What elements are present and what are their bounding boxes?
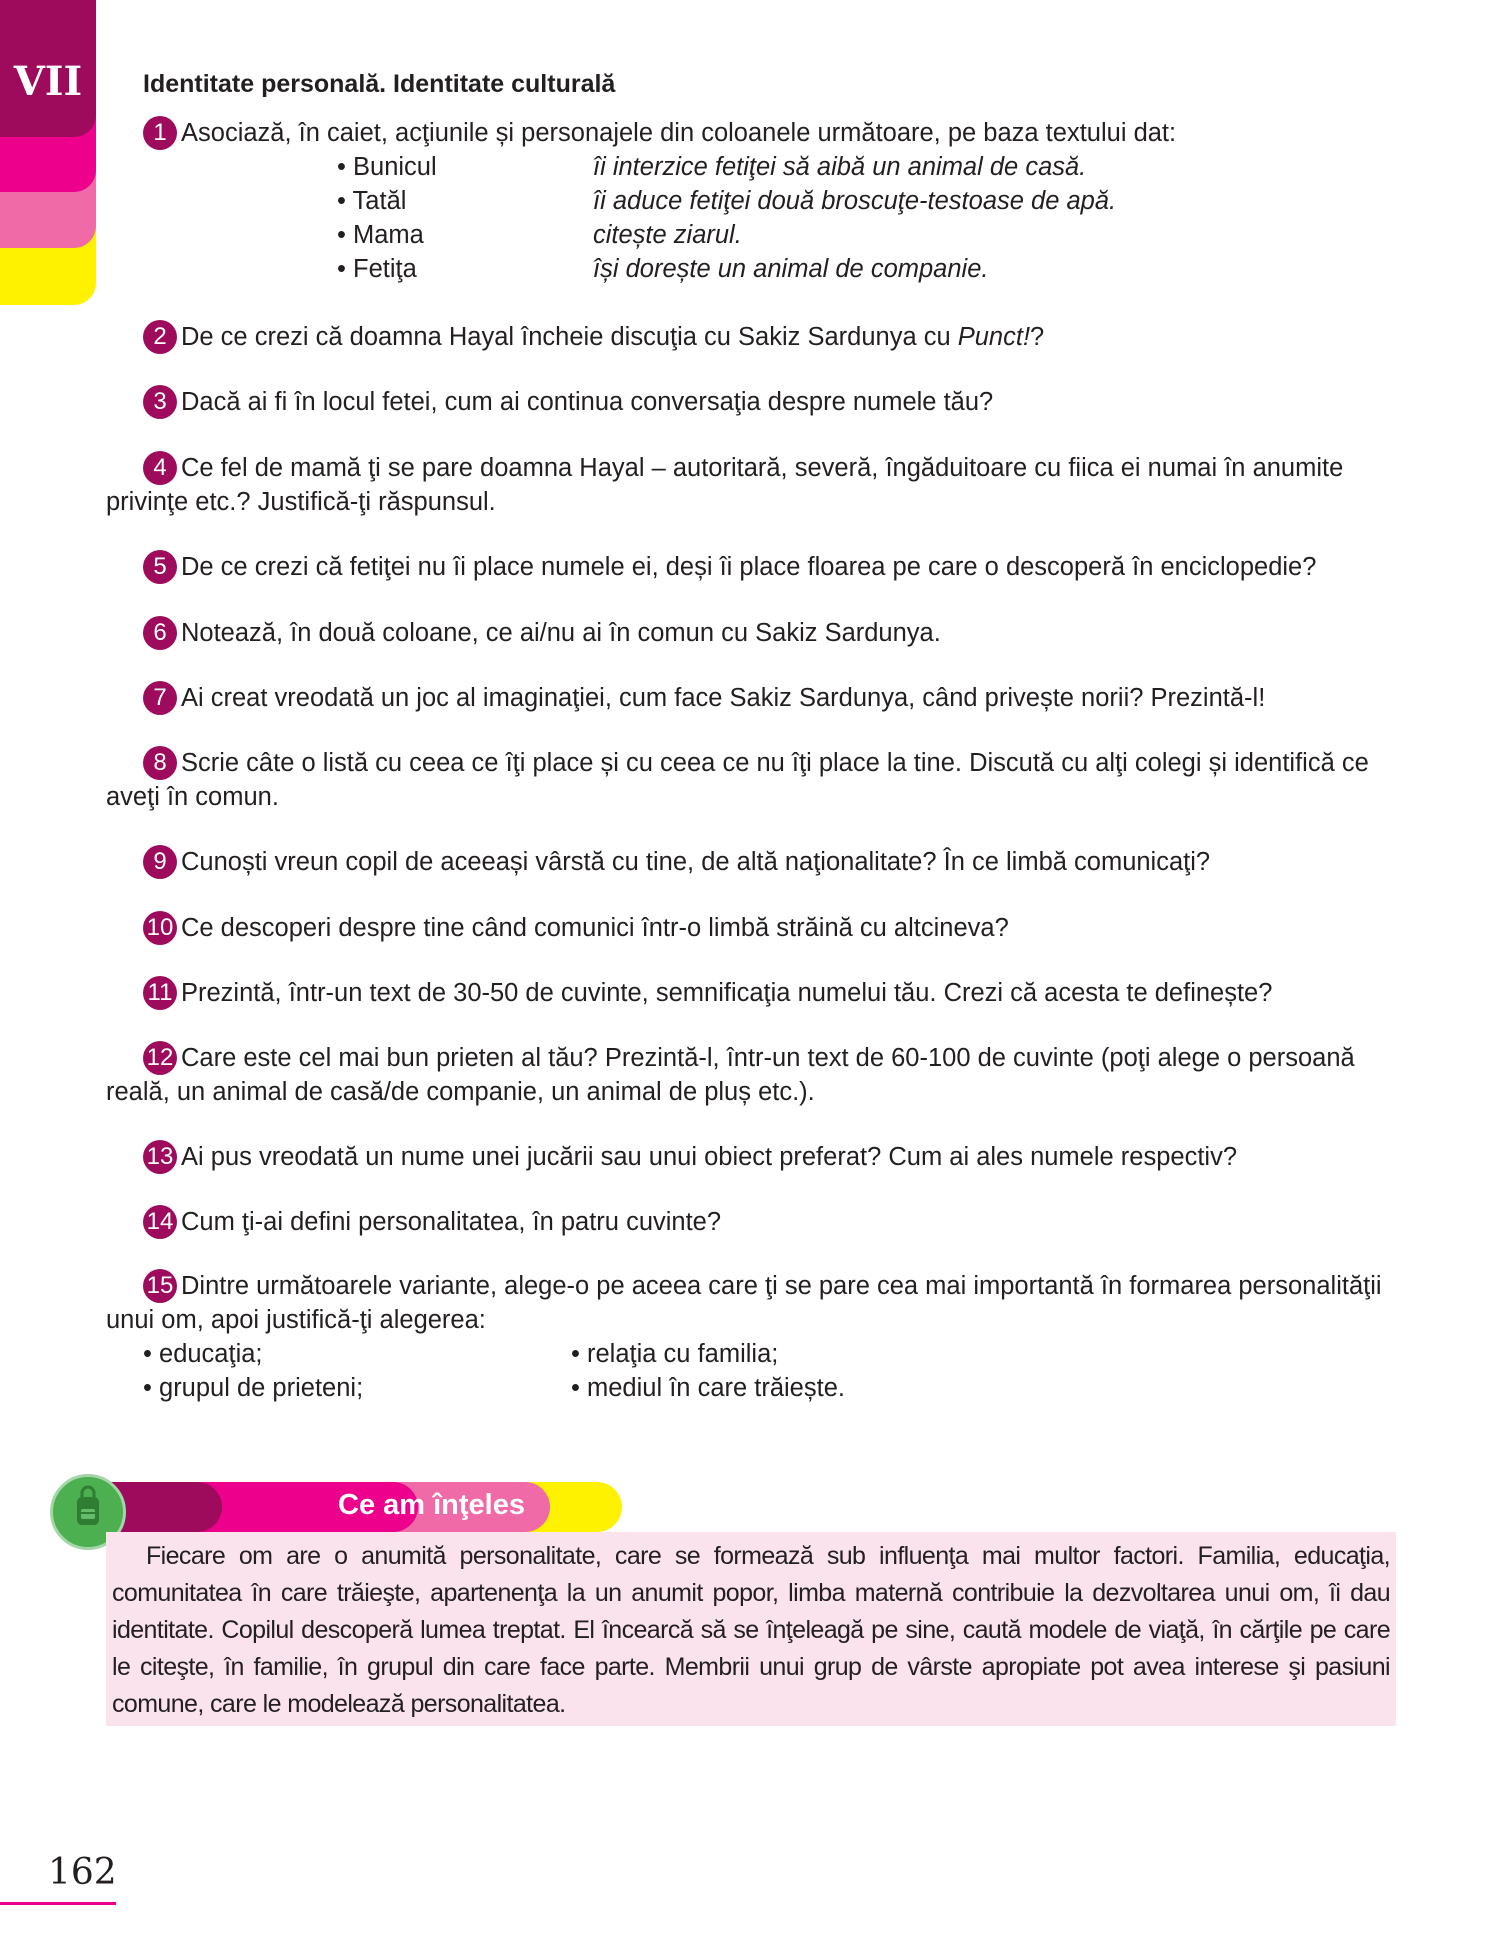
question-6: [106, 616, 1396, 650]
question-2: [106, 320, 1396, 354]
question-15: [106, 1269, 1396, 1337]
summary-text: Fiecare om are o anumită personalitate, care se formează sub influenţa mai multor factori. Familia, educaţia, comunitatea în care trăieşte, apartenenţa la un anumit popor, limba maternă contribuie la dezvoltarea unui om, îi dau identitate. Copilul descoperă lumea treptat. El încearcă să se înţeleagă pe sine, caută modele de viaţă, în cărţile pe care le citeşte, în familie, în grupul din care face parte. Membrii unui grup de vârste apropiate pot avea interese şi pasiuni comune, care le modelează personalitatea.: [112, 1542, 1390, 1718]
character-name: • Mama: [337, 221, 424, 249]
question-13: [106, 1140, 1396, 1174]
question-7: [106, 681, 1396, 715]
question-number: 12: [143, 1041, 177, 1075]
question-number: 3: [143, 385, 177, 419]
question-text: Prezintă, într-un text de 30-50 de cuvinte, semnificaţia numelui tău. Crezi că acesta te definește?: [181, 979, 1273, 1007]
options-list: [143, 1337, 1143, 1405]
question-text: De ce crezi că doamna Hayal încheie discuţia cu Sakiz Sardunya cu: [181, 323, 958, 351]
question-text: Cum ţi-ai defini personalitatea, în patru cuvinte?: [181, 1208, 722, 1236]
question-text: De ce crezi că fetiţei nu îi place numele ei, deși îi place floarea pe care o descoperă în enciclopedie?: [181, 553, 1317, 581]
character-name: • Tatăl: [337, 187, 407, 215]
character-action: îi aduce fetiţei două broscuţe-testoase de apă.: [593, 187, 1117, 215]
question-number: 4: [143, 451, 177, 485]
question-8: [106, 746, 1396, 814]
question-number: 6: [143, 616, 177, 650]
question-1: [143, 116, 1433, 150]
question-number: 15: [143, 1269, 177, 1303]
question-number: 1: [143, 116, 177, 150]
option-item: • educaţia;: [143, 1340, 263, 1368]
summary-banner-dark: [110, 1482, 222, 1532]
chapter-number: VII: [13, 58, 83, 105]
question-text: Asociază, în caiet, acţiunile și personajele din coloanele următoare, pe baza textului dat:: [181, 119, 1177, 147]
character-action: își dorește un animal de companie.: [593, 255, 989, 283]
question-text: Dintre următoarele variante, alege-o pe aceea care ţi se pare cea mai importantă în formarea personalităţii unui om, apoi justifică-ţi alegerea:: [106, 1272, 1382, 1334]
question-9: [106, 845, 1396, 879]
options-row: [143, 1337, 1143, 1371]
question-12: [106, 1041, 1396, 1109]
summary-box: [106, 1532, 1396, 1726]
question-text: Cunoști vreun copil de aceeași vârstă cu tine, de altă naţionalitate? În ce limbă comunicaţi?: [181, 848, 1211, 876]
question-text: Notează, în două coloane, ce ai/nu ai în comun cu Sakiz Sardunya.: [181, 619, 941, 647]
options-row: [143, 1371, 1143, 1405]
question-text: Scrie câte o listă cu ceea ce îţi place și cu ceea ce nu îţi place la tine. Discută cu alţi colegi și identifică ce aveţi în comun.: [106, 749, 1369, 811]
question-number: 11: [143, 976, 177, 1010]
question-text-italic: Punct!: [957, 323, 1031, 351]
question-text: Ce descoperi despre tine când comunici într-o limbă străină cu altcineva?: [181, 914, 1009, 942]
character-action: îi interzice fetiţei să aibă un animal de casă.: [593, 153, 1087, 181]
question-text: Ai pus vreodată un nume unei jucării sau unui obiect preferat? Cum ai ales numele respectiv?: [181, 1143, 1238, 1171]
question-14: [106, 1205, 1396, 1239]
question-text: Care este cel mai bun prieten al tău? Prezintă-l, într-un text de 60-100 de cuvinte (poţi alege o persoană reală, un animal de casă/de companie, un animal de pluș etc.).: [106, 1044, 1355, 1106]
section-title: Identitate personală. Identitate culturală: [143, 70, 616, 98]
question-3: [106, 385, 1396, 419]
character-name: • Fetiţa: [337, 255, 417, 283]
option-item: • grupul de prieteni;: [143, 1374, 364, 1402]
question-text: Ai creat vreodată un joc al imaginaţiei, cum face Sakiz Sardunya, când privește norii? Prezintă-l!: [181, 684, 1266, 712]
question-number: 5: [143, 550, 177, 584]
page-number: 162: [48, 1852, 117, 1893]
question-text: Dacă ai fi în locul fetei, cum ai continua conversaţia despre numele tău?: [181, 388, 994, 416]
question-number: 14: [143, 1205, 177, 1239]
page-number-rule: [0, 1902, 116, 1905]
summary-title: Ce am înţeles: [338, 1489, 525, 1521]
option-item: • mediul în care trăiește.: [571, 1374, 845, 1402]
question-number: 10: [143, 911, 177, 945]
question-text-end: ?: [1030, 323, 1045, 351]
question-10: [106, 911, 1396, 945]
question-5: [106, 550, 1396, 584]
question-4: [106, 451, 1396, 519]
character-action: citește ziarul.: [593, 221, 742, 249]
question-text: Ce fel de mamă ţi se pare doamna Hayal – autoritară, severă, îngăduitoare cu fiica ei numai în anumite privinţe etc.? Justifică-ţi răspunsul.: [106, 454, 1344, 516]
question-number: 7: [143, 681, 177, 715]
question-number: 2: [143, 320, 177, 354]
question-number: 13: [143, 1140, 177, 1174]
option-item: • relaţia cu familia;: [571, 1340, 779, 1368]
question-11: [106, 976, 1396, 1010]
character-name: • Bunicul: [337, 153, 437, 181]
question-number: 8: [143, 746, 177, 780]
question-number: 9: [143, 845, 177, 879]
